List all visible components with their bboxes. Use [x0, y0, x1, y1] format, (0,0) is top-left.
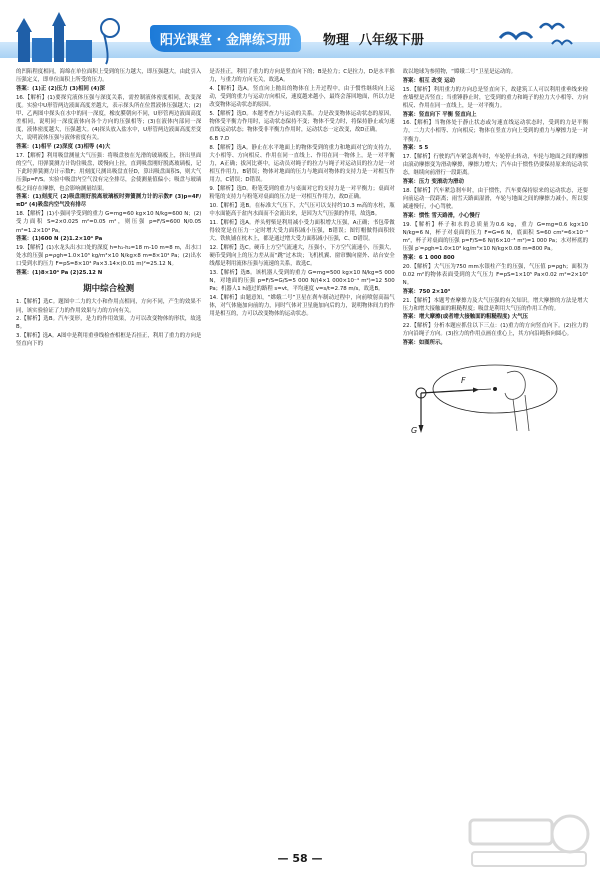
answer-line: 答案：(1)相平 (2)深度 (3)相等 (4)大 — [16, 144, 111, 151]
answer-line: 答案：增大摩擦(或者增大接触面的粗糙程度) 大气压 — [402, 314, 529, 321]
paragraph: 14.【解析】由题意知，“嫦娥二号”卫星在刹车制动过程中，向前喷射高温气体，对气体施加向前的力，同时气体对卫星施加向后的力，说明物体间力的作用是相互的，力可以改变物体的运动状态。 — [209, 295, 395, 318]
paragraph: 5.【解析】选D。本题考查力与运动的关系。力是改变物体运动状态的原因，物体受平衡力作用时，运动状态保持不变；物体不受力时，将保持静止或匀速直线运动状态；物体受非平衡力作用时，运动状态一定改变，故D正确。 — [209, 110, 395, 134]
paragraph: 22.【解析】分析本题应抓住以下三点：(1)重力的方向竖直向下。(2)拉力的方向沿绳子方向。(3)拉力的作用点画在重心上，其方向沿绳指向圆心。 — [402, 323, 588, 338]
paragraph: 6.B 7.D — [209, 136, 230, 143]
answer-line: 答案：如图所示。 — [402, 340, 446, 347]
paragraph: 18.【解析】(1)小强同学受到的重力 G=mg=60 kg×10 N/kg=600 N；(2)受力面积 S=2×0.025 m²=0.05 m²，则压强 p=F/S=600 N/0.05 m²=1.2×10⁴ Pa。 — [16, 211, 202, 234]
answer-line: 答案：相互 改变 运动 — [402, 77, 455, 84]
paragraph: 20.【解析】大气压为750 mm水银柱产生的压强，气压值 p=ρgh；面积为0.02 m²的物体表面受到的大气压力 F=pS=1×10⁵ Pa×0.02 m²=2×10³ N。 — [402, 263, 588, 287]
header-title — [150, 22, 424, 54]
paragraph: 的凹陷程度相同，海绵在单位面积上受到的压力越大，即压强越大，由此引入压强定义，即单位面积上所受的压力。 — [16, 69, 202, 84]
answer-line: 答案：(1)刻度尺 (2)吸盘刚好脱离玻璃板时弹簧测力计的示数F (3)p=4F/πD² (4)吸盘内空气没有排尽 — [16, 194, 202, 209]
birds-icon — [490, 18, 580, 58]
paragraph: 12.【解析】选C。硬币上方空气流速大，压强小，下方空气流速小，压强大，硬币受到向上的压力差从而“跳”过木块；飞机机翼、窗帘飘向窗外、站台安全线都是利用流体压强与流速的关系，故选C。 — [209, 245, 395, 268]
answer-line: 答案：(1)正 (2)压力 (3)相同 (4)深 — [16, 85, 105, 92]
answer-line: 答案：压力 变滚动为滑动 — [402, 179, 464, 186]
column-2 — [209, 68, 394, 854]
paragraph: 4.【解析】选A。竖直向上抛出的物体在上升过程中，由于惯性继续向上运动，受到的重力与运动方向相反，速度越来越小，最终会落回地面，所以力是改变物体运动状态的原因。 — [209, 85, 395, 109]
paragraph: 13.【解析】选B。该机器人受到的重力 G=mg=500 kg×10 N/kg=5 000 N，对地面的压强 p=F/S=G/S=5 000 N/(4×1 000×10⁻⁴ m²)=12 500 Pa；机器人1 h通过的路程 s=vt，平均速度 v=s/t=2.78 m/s，故选B。 — [209, 270, 395, 293]
paragraph: 19.【解析】(1)水龙头出水口处的深度 h=h₁-h₂=18 m-10 m=8 m，出水口处水的压强 p=ρgh=1.0×10³ kg/m³×10 N/kg×8 m=8×10⁴ Pa；(2)出水口受到水的压力 F=pS=8×10⁴ Pa×3.14×(0.01 m)²=25.12 N。 — [16, 245, 202, 268]
page-number: — 58 — — [277, 852, 323, 865]
gravity-label: G — [410, 425, 417, 435]
column-3 — [403, 68, 588, 854]
paragraph: 19.【解析】杯子和水的总质量为0.6 kg，重力 G=mg=0.6 kg×10 N/kg=6 N，杯子对桌面的压力 F=G=6 N，底面积 S=60 cm²=6×10⁻³ m²，杯子对桌面的压强 p=F/S=6 N/(6×10⁻³ m²)=1 000 Pa；水对杯底的压强 p′=ρgh=1.0×10³ kg/m³×10 N/kg×0.08 m=800 Pa。 — [402, 221, 588, 253]
paragraph: 3.【解析】选A。A图中是利用重垂线检查相框是否挂正，利用了重力的方向是竖直向下的 — [16, 333, 202, 348]
subject-label: 物理 — [323, 32, 350, 48]
answer-line: 答案：竖直向下 平衡 竖直向上 — [402, 111, 477, 118]
paragraph: 17.【解析】利用吸盘测量大气压强：将吸盘按在光滑的玻璃板上，挤出里面的空气，用弹簧测力计钩住吸盘，缓慢向上拉，直到吸盘刚好脱离玻璃板，记下此时弹簧测力计示数F；用刻度尺测出吸盘直径D，算出吸盘面积S，则大气压强p=F/S。实验中吸盘内空气没有完全排尽，会使测量值偏小；吸盘与玻璃板之间存在摩擦，也会影响测量结果。 — [16, 152, 202, 192]
paragraph: 15.【解析】利用重力的方向总是竖直向下，故建筑工人可以利用重垂线来检查墙壁是否竖直；当重锤静止时，它受到的重力和绳子的拉力大小相等、方向相反、作用在同一直线上，是一对平衡力。 — [402, 86, 588, 109]
paragraph: 17.【解析】行驶的汽车紧急刹车时，车轮停止转动，车轮与地面之间的摩擦由滚动摩擦变为滑动摩擦，摩擦力增大；汽车由于惯性仍要保持原来的运动状态，继续向前滑行一段距离。 — [402, 154, 588, 177]
answer-line: 答案：(1)600 N (2)1.2×10⁴ Pa — [16, 236, 103, 243]
paragraph: 11.【解析】选A。斧头劈柴是利用减小受力面积增大压强，A正确；书包带做得较宽是在压力一定时增大受力面积减小压强，B错误；图钉帽做得面积较大、铁轨铺在枕木上，都是通过增大受力面积减小压强，C、D错误。 — [209, 219, 395, 243]
force-diagram — [403, 351, 563, 439]
answer-line: 答案：750 2×10³ — [402, 288, 451, 295]
paragraph: 9.【解析】选D。粉笔受到的重力与桌面对它的支持力是一对平衡力；桌面对粉笔的支持力与粉笔对桌面的压力是一对相互作用力，故D正确。 — [209, 186, 395, 201]
paragraph: 16.【解析】(1)要探究液体压强与深度关系，需控制液体密度相同，改变深度。实验中U形管两边液面高度差越大，表示探头所在位置液体压强越大；(2)甲、乙两图中探头在水中的同一深度，橡皮膜朝向不同，U形管两边液面高度差相同，说明同一深度液体向各个方向的压强相等；(3)在液体内部同一深度，液体密度越大，压强越大。(4)探头放入盐水中，U形管两边液面高度差变大，说明液体压强与液体密度有关。 — [16, 94, 202, 142]
answer-columns — [16, 68, 588, 854]
grade-label: 八年级下册 — [359, 32, 425, 48]
answer-line: 答案：5 5 — [402, 145, 429, 152]
paragraph: 是否挂正，利用了重力的方向是竖直向下的；B是拉力；C是拉力，D是水平推力，与重力的方向无关，故选A。 — [209, 69, 395, 84]
answer-line: 答案：(1)8×10⁴ Pa (2)25.12 N — [16, 270, 103, 277]
paragraph: 8.【解析】选A。静止在水平地面上的物体受到的重力和地面对它的支持力，大小相等、方向相反、作用在同一直线上、作用在同一物体上，是一对平衡力，A正确；拔河比赛中，运动员对绳子的拉力与绳子对运动员的拉力是一对相互作用力，B错误；物体对地面的压力与地面对物体的支持力是一对相互作用力，C错误；D错误。 — [209, 144, 395, 184]
paragraph: 16.【解析】当物体处于静止状态或匀速直线运动状态时，受到的力是平衡力，二力大小相等、方向相反；物体在竖直方向上受到的重力与摩擦力是一对平衡力。 — [402, 120, 588, 143]
paragraph: 2.【解析】选B。汽车变形，是力的作用效果，力可以改变物体的形状，故选B。 — [16, 316, 202, 331]
answer-line: 答案：6 1 000 800 — [402, 254, 455, 261]
page-header — [0, 0, 600, 70]
section-heading: 期中综合检测 — [83, 284, 135, 295]
column-1 — [16, 68, 201, 854]
paragraph: 10.【解析】选B。在标准大气压下，大气压可以支持约10.3 m高的水柱，瓶中水面能高于盆内水面而不会流出来，是因为大气压强的作用，故选B。 — [209, 203, 395, 218]
force-label: F — [460, 375, 466, 385]
paragraph: 18.【解析】汽车紧急刹车时，由于惯性，汽车要保持原来的运动状态，还要向前运动一段距离；雨雪天路面湿滑，车轮与地面之间的摩擦力减小，所以要减速慢行，小心驾驶。 — [402, 187, 588, 211]
paragraph: 1.【解析】选C。题图中二力的大小和作用点相同，方向不同，产生的效果不同，该实验验证了力的作用效果与力的方向有关。 — [16, 299, 202, 314]
paragraph: 21.【解析】本题考查摩擦力及大气压强的有关知识。增大摩擦的方法是增大压力和增大接触面的粗糙程度；吸盘是利用大气压的作用工作的。 — [402, 297, 588, 312]
paragraph: 故以地球为参照物，“嫦娥二号”卫星是运动的。 — [402, 69, 517, 75]
answer-line: 答案：惯性 雪天路滑，小心慢行 — [402, 213, 481, 219]
castle-icon — [10, 8, 140, 66]
watermark-logo-icon — [466, 812, 592, 872]
brand-title: 阳光课堂 · 金牌练习册 — [150, 25, 301, 52]
